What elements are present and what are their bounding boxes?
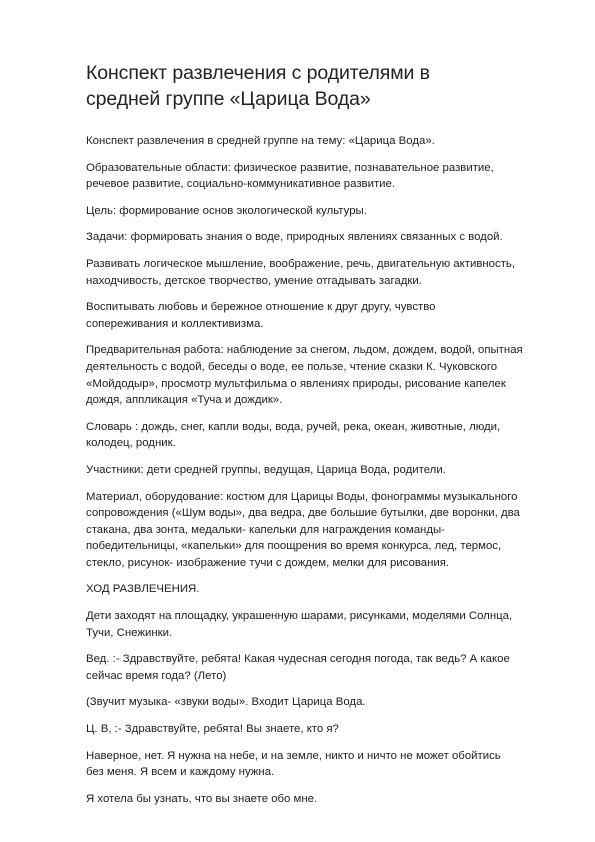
text-line: Воспитывать любовь и бережное отношение к друг другу, чувство [86, 301, 436, 314]
text-line: Тучи, Снежинки. [86, 626, 173, 639]
paragraph-develop [86, 256, 556, 289]
paragraph-preliminary-work [86, 342, 556, 408]
paragraph-topic [86, 133, 556, 150]
text-line: Наверное, нет. Я нужна на небе, и на земле, никто и ничто не может обойтись [86, 749, 501, 762]
text-line: без меня. Я всем и каждому нужна. [86, 766, 275, 779]
document-title [86, 60, 556, 112]
text-line: ХОД РАЗВЛЕЧЕНИЯ. [86, 583, 200, 596]
text-line: Я хотела бы узнать, что вы знаете обо мне. [86, 792, 318, 805]
text-line: Словарь : дождь, снег, капли воды, вода, ручей, река, океан, животные, люди, [86, 420, 501, 433]
text-line: деятельность с водой, беседы о воде, ее пользе, чтение сказки К. Чуковского [86, 360, 498, 373]
text-line: Цель: формирование основ экологической культуры. [86, 204, 367, 217]
text-line: дождя, аппликация «Туча и дождик». [86, 394, 283, 407]
paragraph-queen-speech [86, 748, 556, 781]
paragraph-queen-greeting [86, 721, 556, 738]
document-body [86, 60, 556, 817]
text-line: (Звучит музыка- «звуки воды». Входит Царица Вода. [86, 696, 366, 709]
paragraph-educational-areas [86, 160, 556, 193]
paragraph-children-enter [86, 608, 556, 641]
paragraph-goal [86, 203, 556, 220]
text-line: Образовательные области: физическое развитие, познавательное развитие, [86, 161, 494, 174]
text-line: сопровождения («Шум воды», два ведра, две большие бутылки, две воронки, два [86, 507, 520, 520]
text-line: речевое развитие, социально-коммуникативное развитие. [86, 178, 396, 191]
text-line: победительницы, «капельки» для поощрения во время конкурса, лед, термос, [86, 540, 502, 553]
paragraph-educate [86, 299, 556, 332]
text-line: Дети заходят на площадку, украшенную шарами, рисунками, моделями Солнца, [86, 610, 513, 623]
text-line: Участники: дети средней группы, ведущая, Царица Вода, родители. [86, 463, 446, 476]
text-line: Ц. В, :- Здравствуйте, ребята! Вы знаете, кто я? [86, 723, 339, 736]
paragraph-host-greeting [86, 651, 556, 684]
text-line: Вед. :- Здравствуйте, ребята! Какая чудесная сегодня погода, так ведь? А какое [86, 653, 510, 666]
text-line: «Мойдодыр», просмотр мультфильма о явлениях природы, рисование капелек [86, 377, 506, 390]
text-line: сейчас время года? (Лето) [86, 669, 227, 682]
paragraph-section-heading [86, 581, 556, 598]
paragraph-participants [86, 462, 556, 479]
paragraph-vocabulary [86, 419, 556, 452]
text-line: Предварительная работа: наблюдение за снегом, льдом, дождем, водой, опытная [86, 344, 523, 357]
text-line: находчивость, детское творчество, умение отгадывать загадки. [86, 274, 422, 287]
title-line: средней группе «Царица Вода» [86, 88, 371, 110]
text-line: Материал, оборудование: костюм для Царицы Воды, фонограммы музыкального [86, 490, 518, 503]
text-line: сопереживания и коллективизма. [86, 317, 264, 330]
text-line: стакана, два зонта, медальки- капельки для награждения команды- [86, 523, 445, 536]
paragraph-tasks [86, 229, 556, 246]
text-line: Развивать логическое мышление, воображение, речь, двигательную активность, [86, 257, 516, 270]
text-line: стекло, рисунок- изображение тучи с дождем, мелки для рисования. [86, 556, 450, 569]
title-line: Конспект развлечения с родителями в [86, 62, 430, 84]
text-line: Задачи: формировать знания о воде, природных явлениях связанных с водой. [86, 231, 503, 244]
text-line: колодец, родник. [86, 437, 176, 450]
paragraph-queen-question [86, 791, 556, 808]
text-line: Конспект развлечения в средней группе на тему: «Царица Вода». [86, 135, 435, 147]
paragraph-materials [86, 489, 556, 572]
paragraph-music [86, 694, 556, 711]
